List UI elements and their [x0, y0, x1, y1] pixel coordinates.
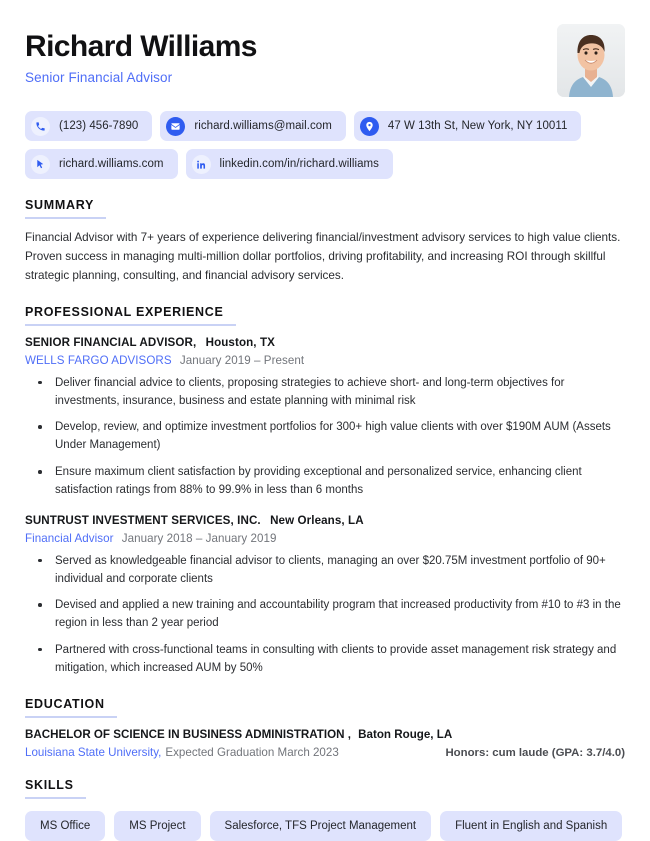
- education-school-group: [25, 746, 339, 759]
- heading-rule: [25, 217, 106, 219]
- summary-text: Financial Advisor with 7+ years of experience delivering financial/investment advisory services to high value clients. Proven success in managing multi-million dollar portfolios, driving profitability, and increasing ROI through skillful strategic planning, consulting, and financial advisory services.: [25, 231, 621, 282]
- heading-rule: [25, 716, 117, 718]
- resume-header: [25, 24, 625, 97]
- experience-dates: January 2019 – Present: [179, 353, 305, 367]
- envelope-icon: [166, 117, 185, 136]
- experience-entry: [25, 336, 625, 500]
- header-identity: [25, 24, 257, 85]
- education-honors: Honors: cum laude (GPA: 3.7/4.0): [445, 746, 625, 759]
- skill-tag[interactable]: MS Project: [114, 811, 200, 841]
- contact-linkedin-text: linkedin.com/in/richard.williams: [219, 158, 379, 170]
- section-education: [25, 695, 625, 759]
- contact-phone-text: (123) 456-7890: [59, 120, 139, 132]
- education-location: Baton Rouge, LA: [358, 727, 453, 741]
- experience-heading-label: PROFESSIONAL EXPERIENCE: [25, 304, 224, 319]
- experience-title-line: [25, 336, 625, 349]
- experience-location: New Orleans, LA: [270, 513, 364, 527]
- section-summary: [25, 196, 625, 286]
- skill-tag[interactable]: Fluent in English and Spanish: [440, 811, 622, 841]
- contact-phone[interactable]: [25, 111, 152, 141]
- education-graduation: Expected Graduation March 2023: [165, 745, 339, 759]
- experience-company: Financial Advisor: [25, 531, 114, 545]
- header-job-title: Senior Financial Advisor: [25, 70, 173, 85]
- skills-heading-label: SKILLS: [25, 777, 74, 792]
- contact-email-text: richard.williams@mail.com: [194, 120, 332, 132]
- experience-bullets: [29, 375, 625, 500]
- page-title: Richard Williams: [25, 30, 257, 63]
- experience-company: WELLS FARGO ADVISORS: [25, 353, 172, 367]
- education-heading-label: EDUCATION: [25, 696, 105, 711]
- contact-info: [25, 111, 625, 179]
- list-item: Deliver financial advice to clients, proposing strategies to achieve short- and long-term objectives for investments, insurance, business and estate planning with minimal risk: [29, 375, 625, 411]
- experience-title: SUNTRUST INVESTMENT SERVICES, INC.: [25, 513, 261, 527]
- skills-list: [25, 811, 625, 841]
- linkedin-icon: [192, 155, 211, 174]
- contact-linkedin[interactable]: [186, 149, 393, 179]
- heading-rule: [25, 324, 236, 326]
- avatar: [557, 24, 625, 97]
- contact-address[interactable]: [354, 111, 582, 141]
- list-item: Develop, review, and optimize investment portfolios for 300+ high value clients with over $190M AUM (Assets Under Management): [29, 419, 625, 455]
- education-school: Louisiana State University,: [25, 745, 162, 759]
- experience-company-line: [25, 354, 625, 367]
- education-degree: BACHELOR OF SCIENCE IN BUSINESS ADMINISTRATION ,: [25, 727, 351, 741]
- experience-title-line: [25, 514, 625, 527]
- skill-tag[interactable]: Salesforce, TFS Project Management: [210, 811, 432, 841]
- contact-website-text: richard.williams.com: [59, 158, 164, 170]
- skills-heading: [25, 778, 74, 799]
- contact-email[interactable]: [160, 111, 346, 141]
- education-heading: [25, 697, 105, 718]
- list-item: Served as knowledgeable financial advisor to clients, managing an over $20.75M investment portfolio of 90+ individual and corporate clients: [29, 553, 625, 589]
- experience-company-line: [25, 532, 625, 545]
- section-experience: [25, 303, 625, 678]
- experience-entry: [25, 514, 625, 678]
- phone-icon: [31, 117, 50, 136]
- contact-website[interactable]: [25, 149, 178, 179]
- location-pin-icon: [360, 117, 379, 136]
- section-skills: [25, 776, 625, 841]
- experience-heading: [25, 305, 224, 326]
- list-item: Devised and applied a new training and accountability program that increased productivity from #10 to #3 in the region in less than 2 year period: [29, 597, 625, 633]
- heading-rule: [25, 797, 86, 799]
- list-item: Ensure maximum client satisfaction by providing exceptional and personalized service, enhancing client satisfaction ratings from 88% to 99.9% in less than 6 months: [29, 464, 625, 500]
- skill-tag[interactable]: MS Office: [25, 811, 105, 841]
- experience-dates: January 2018 – January 2019: [121, 531, 277, 545]
- summary-heading-label: SUMMARY: [25, 198, 95, 212]
- experience-title: SENIOR FINANCIAL ADVISOR,: [25, 335, 197, 349]
- education-detail-line: [25, 746, 625, 759]
- experience-location: Houston, TX: [205, 335, 275, 349]
- education-degree-line: [25, 728, 625, 741]
- contact-address-text: 47 W 13th St, New York, NY 10011: [387, 120, 568, 132]
- summary-heading: [25, 198, 94, 219]
- contact-row-2: [25, 149, 625, 179]
- experience-bullets: [29, 553, 625, 678]
- list-item: Partnered with cross-functional teams in consulting with clients to provide asset management risk strategy and mitigation, which increased AUM by 50%: [29, 642, 625, 678]
- profile-photo-icon: [557, 24, 625, 97]
- cursor-icon: [31, 155, 50, 174]
- contact-row-1: [25, 111, 625, 141]
